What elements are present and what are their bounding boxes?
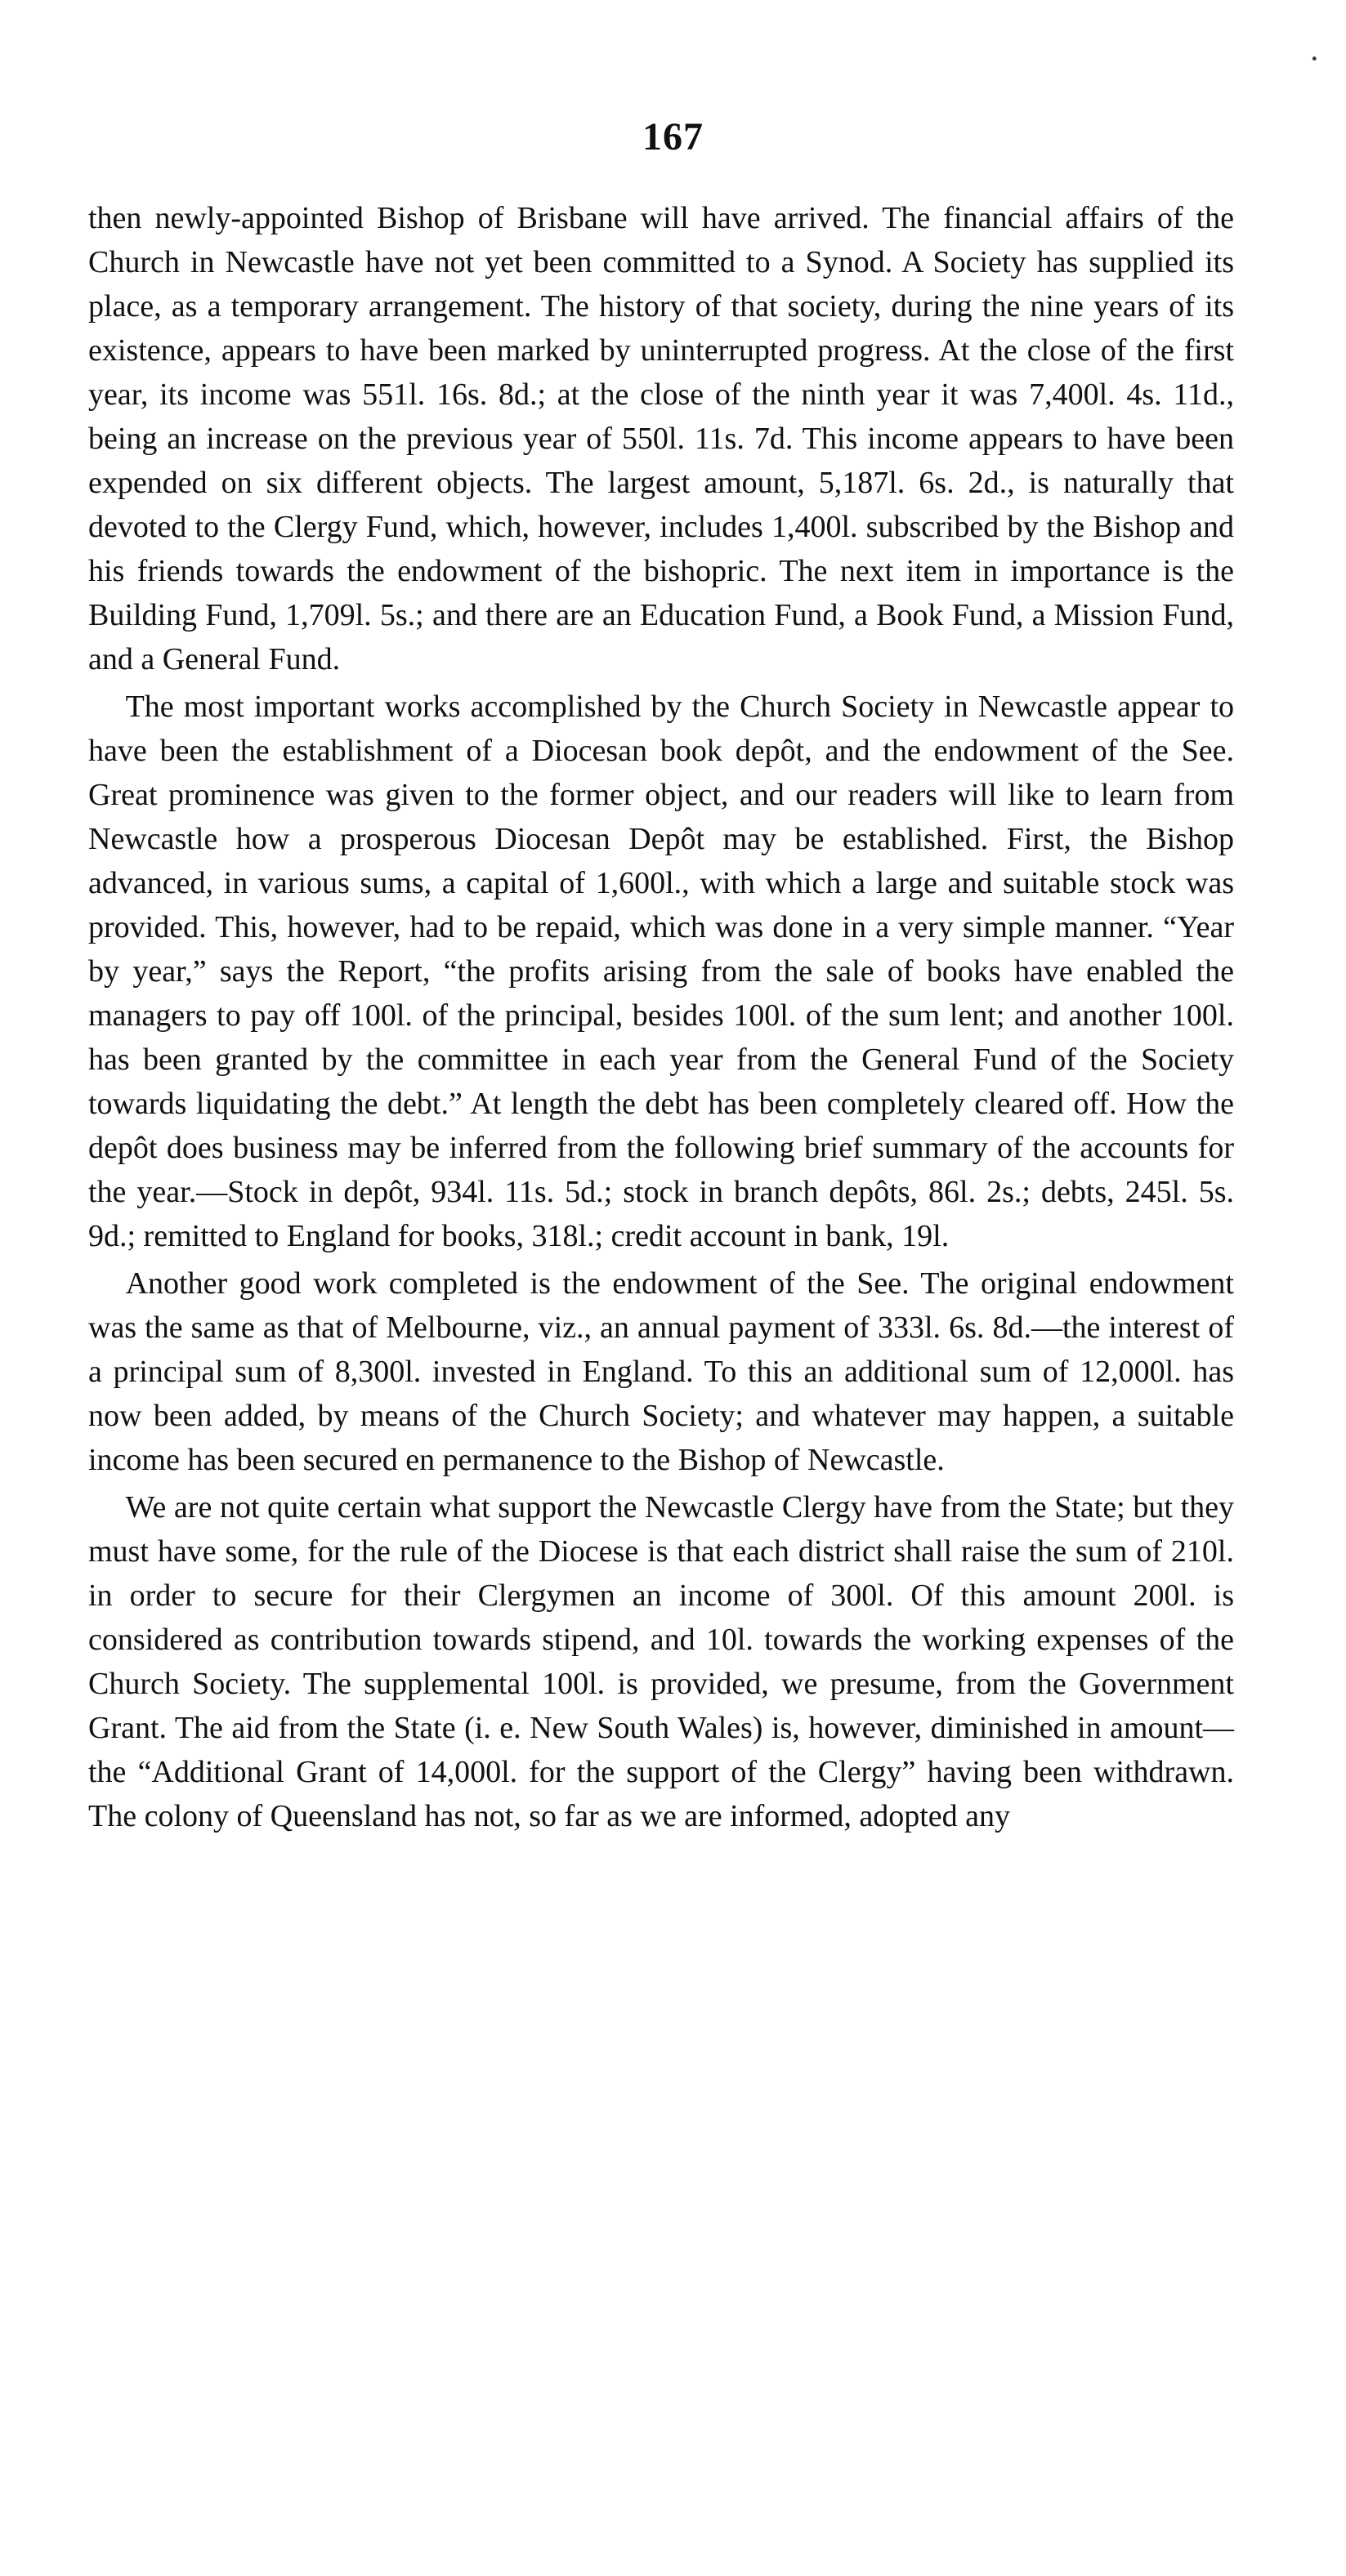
paragraph-4: We are not quite certain what support the Newcastle Clergy have from the State; but they must have some, for the rule of the Diocese is that each district shall raise the sum of 210l. in order to secure for their Clergymen an income of 300l. Of this amount 200l. is considered as contribution towards stipend, and 10l. towards the working expenses of the Church Society. The supplemental 100l. is provided, we presume, from the Government Grant. The aid from the State (i. e. New South Wales) is, however, diminished in amount—the “Additional Grant of 14,000l. for the support of the Clergy” having been withdrawn. The colony of Queensland has not, so far as we are informed, adopted any — [88, 1490, 1234, 1833]
paragraph-2: The most important works accomplished by the Church Society in Newcastle appear to have been the establishment of a Diocesan book depôt, and the endowment of the See. Great prominence was given to the former object, and our readers will like to learn from Newcastle how a prosperous Diocesan Depôt may be established. First, the Bishop advanced, in various sums, a capital of 1,600l., with which a large and suitable stock was provided. This, however, had to be repaid, which was done in a very simple manner. “Year by year,” says the Report, “the profits arising from the sale of books have enabled the managers to pay off 100l. of the principal, besides 100l. of the sum lent; and another 100l. has been granted by the committee in each year from the General Fund of the Society towards liquidating the debt.” At length the debt has been completely cleared off. How the depôt does business may be inferred from the following brief summary of the accounts for the year.—Stock in depôt, 934l. 11s. 5d.; stock in branch depôts, 86l. 2s.; debts, 245l. 5s. 9d.; remitted to England for books, 318l.; credit account in bank, 19l. — [88, 690, 1234, 1253]
body-text — [88, 196, 1234, 1838]
margin-mark: · — [1308, 40, 1320, 77]
paragraph-1: then newly-appointed Bishop of Brisbane will have arrived. The financial affairs of the Church in Newcastle have not yet been committed to a Synod. A Society has supplied its place, as a temporary arrangement. The history of that society, during the nine years of its existence, appears to have been marked by uninterrupted progress. At the close of the first year, its income was 551l. 16s. 8d.; at the close of the ninth year it was 7,400l. 4s. 11d., being an increase on the previous year of 550l. 11s. 7d. This income appears to have been expended on six different objects. The largest amount, 5,187l. 6s. 2d., is naturally that devoted to the Clergy Fund, which, however, includes 1,400l. subscribed by the Bishop and his friends towards the endowment of the bishopric. The next item in importance is the Building Fund, 1,709l. 5s.; and there are an Education Fund, a Book Fund, a Mission Fund, and a General Fund. — [88, 201, 1234, 676]
paragraph-3: Another good work completed is the endowment of the See. The original endowment was the same as that of Melbourne, viz., an annual payment of 333l. 6s. 8d.—the interest of a principal sum of 8,300l. invested in England. To this an additional sum of 12,000l. has now been added, by means of the Church Society; and whatever may happen, a suitable income has been secured en permanence to the Bishop of Newcastle. — [88, 1266, 1234, 1477]
page-number: 167 — [642, 115, 704, 158]
